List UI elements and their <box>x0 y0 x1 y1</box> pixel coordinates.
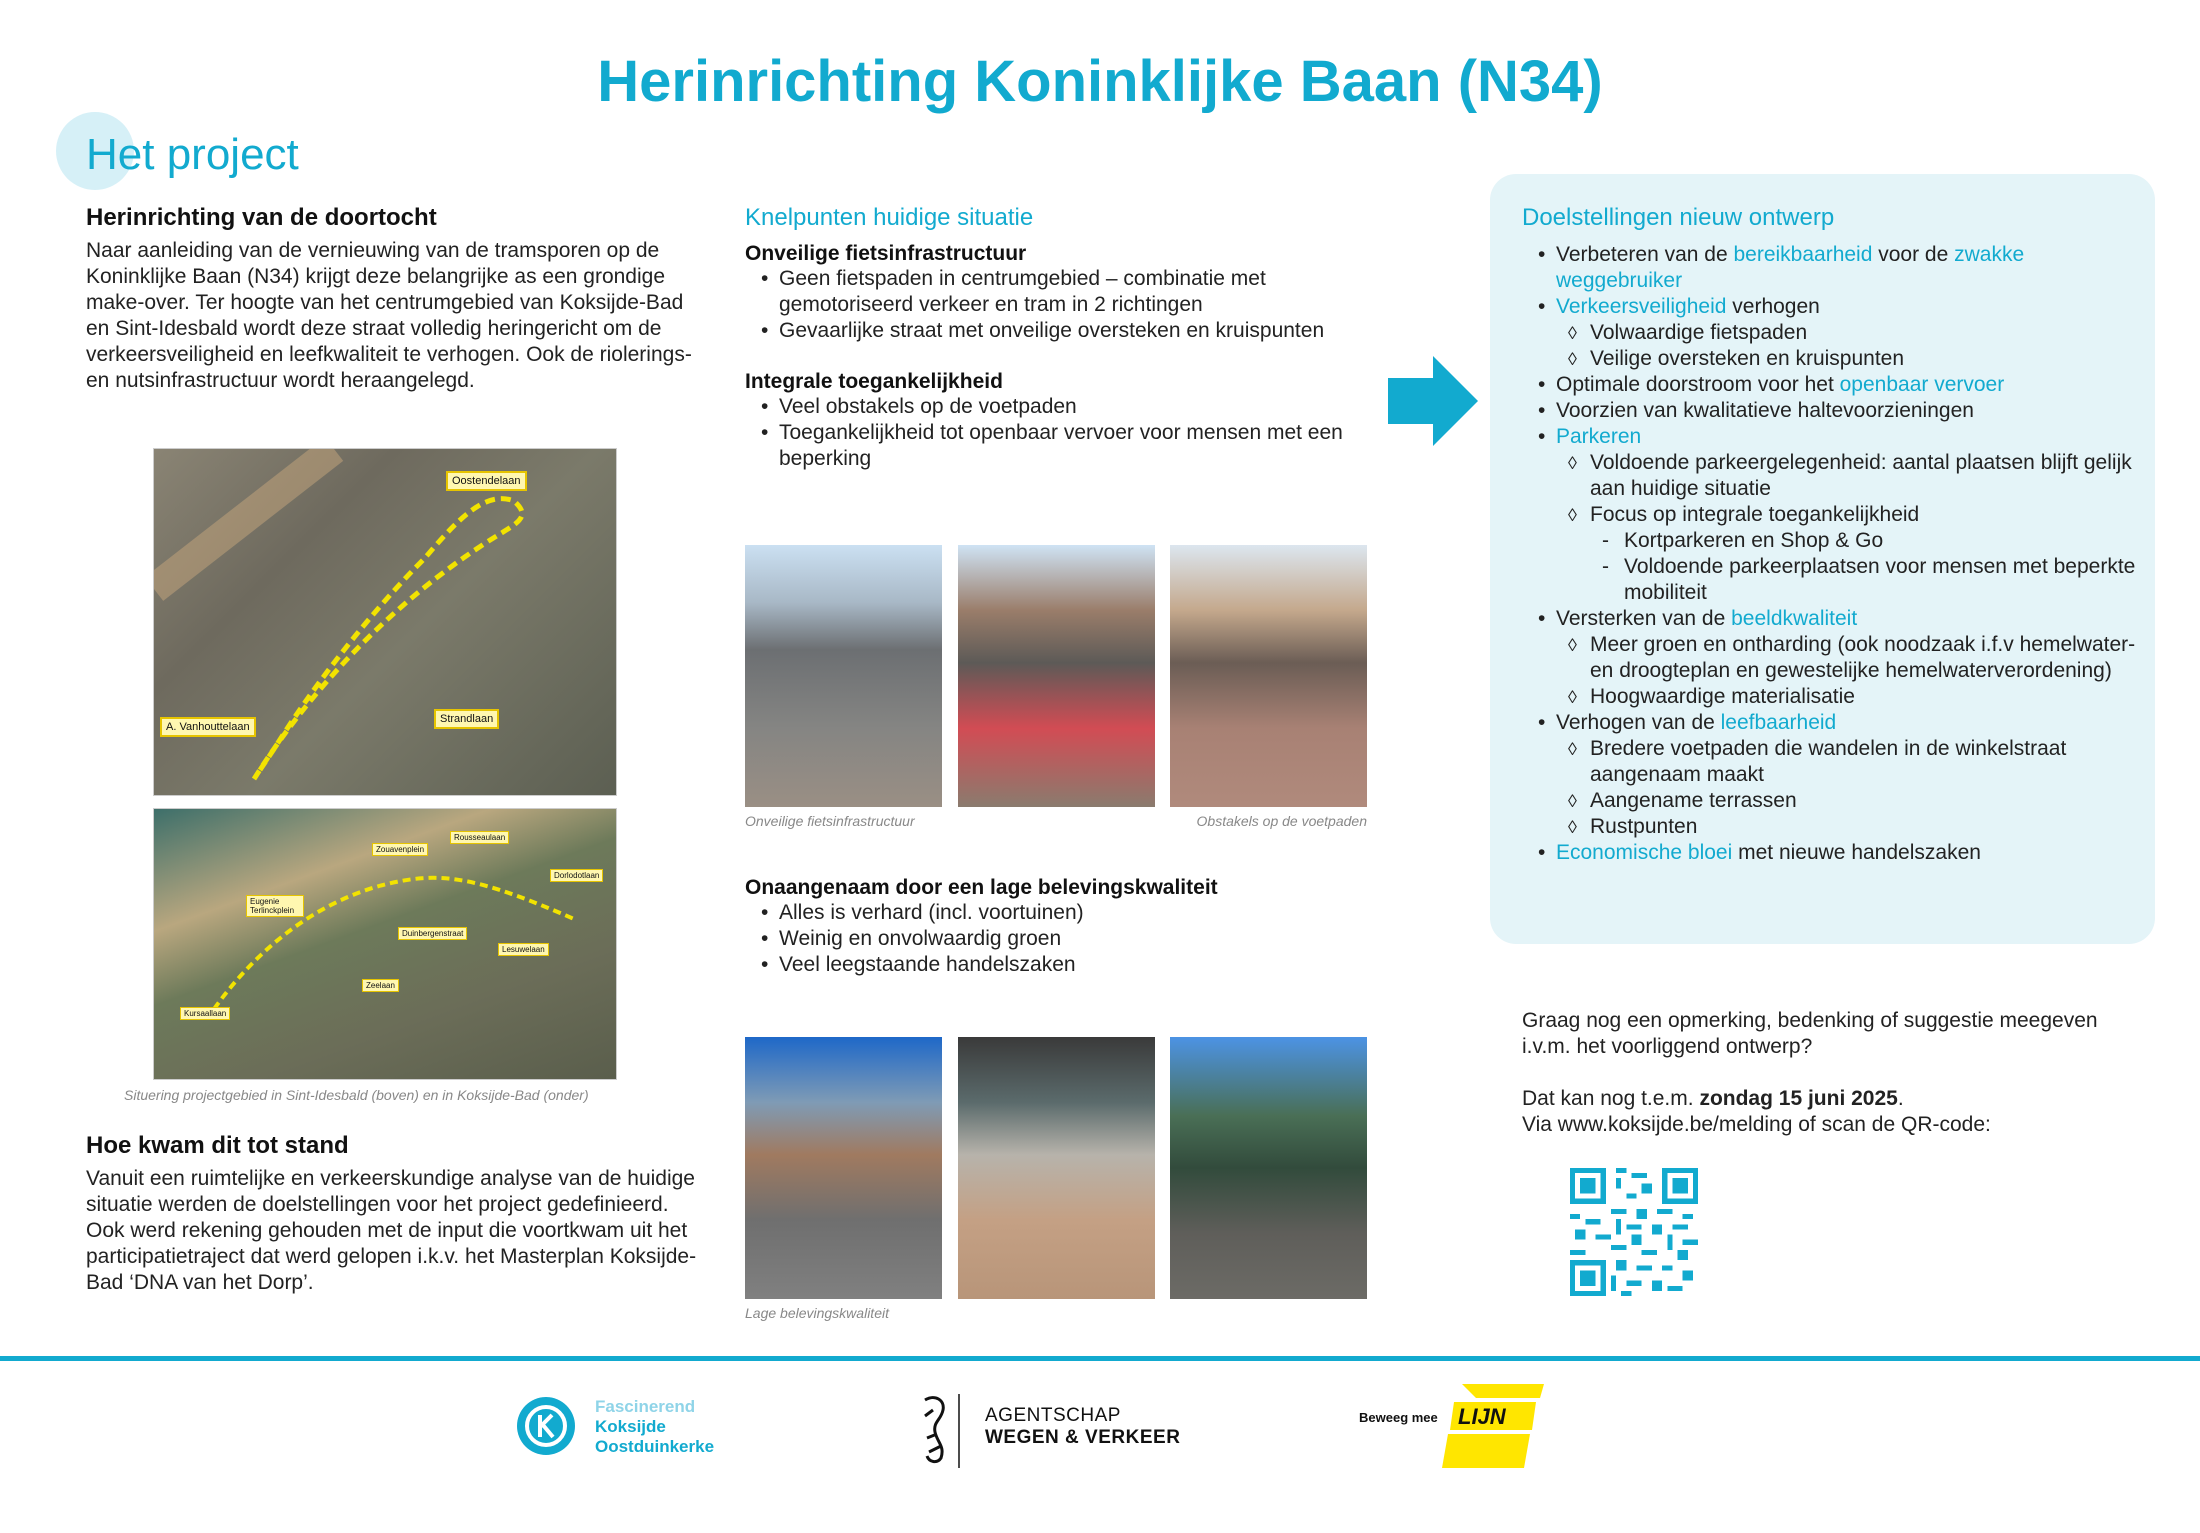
sub-goal: ◊ Focus op integrale toegankelijkheid <box>1522 502 2142 528</box>
sub-goal: ◊ Veilige oversteken en kruispunten <box>1522 346 2142 372</box>
fietsinfra-title: Onveilige fietsinfrastructuur <box>745 242 1027 265</box>
lijn-tagline: Beweeg mee <box>1359 1410 1438 1425</box>
map-sint-idesbald <box>153 448 617 796</box>
footer-divider <box>0 1356 2200 1361</box>
map-label-zeelaan: Zeelaan <box>362 979 399 992</box>
logo-line: AGENTSCHAP <box>985 1405 1121 1426</box>
list-item: • Weinig en onvolwaardig groen <box>745 926 1365 952</box>
sub-goal: ◊ Volwaardige fietspaden <box>1522 320 2142 346</box>
tot-stand-paragraph: Vanuit een ruimtelijke en verkeerskundige analyse van de huidige situatie werden de doelstellingen voor het project gedefinieerd. Ook werd rekening gehouden met de input die voortkwam uit het participatietraject dat werd gelopen i.k.v. het Masterplan Koksijde-Bad ‘DNA van het Dorp’. <box>86 1167 697 1294</box>
flemish-lion-icon <box>915 1390 973 1470</box>
koksijde-logo-text <box>595 1397 714 1457</box>
goals-list <box>1522 242 2142 866</box>
feedback-deadline: Dat kan nog t.e.m. zondag 15 juni 2025. <box>1522 1087 1904 1110</box>
goals-content <box>1522 204 2142 866</box>
belevingskwaliteit-title: Onaangenaam door een lage belevingskwaliteit <box>745 876 1218 899</box>
intro-paragraph: Naar aanleiding van de vernieuwing van de tramsporen op de Koninklijke Baan (N34) krijgt deze belangrijke as een grondige make-over. Ter hoogte van het centrumgebied van Koksijde-Bad en Sint-Idesbald wordt deze straat volledig heringericht om de verkeersveiligheid en leefkwaliteit te verhogen. Ook de riolerings- en nutsinfrastructuur wordt heraangelegd. <box>86 239 692 392</box>
photo-tramspoor-straat <box>745 545 942 807</box>
map-label-rousseaulaan: Rousseaulaan <box>450 831 509 844</box>
sub-goal: ◊ Hoogwaardige materialisatie <box>1522 684 2142 710</box>
fietsinfra-list <box>745 266 1365 344</box>
toegankelijkheid-title: Integrale toegankelijkheid <box>745 370 1003 393</box>
photo-caption-obstakels: Obstakels op de voetpaden <box>1196 813 1367 829</box>
left-column-bottom <box>86 1132 706 1296</box>
list-item: • Veel leegstaande handelszaken <box>745 952 1365 978</box>
list-item: • Alles is verhard (incl. voortuinen) <box>745 900 1365 926</box>
map-caption: Situering projectgebied in Sint-Idesbald (boven) en in Koksijde-Bad (onder) <box>124 1087 589 1103</box>
logo-line: Koksijde <box>595 1417 666 1436</box>
page-title: Herinrichting Koninklijke Baan (N34) <box>597 49 1603 114</box>
logo-line: Fascinerend <box>595 1397 696 1416</box>
photo-caption-fietsinfra: Onveilige fietsinfrastructuur <box>745 813 915 829</box>
goals-heading: Doelstellingen nieuw ontwerp <box>1522 204 1835 231</box>
sub-goal: ◊ Rustpunten <box>1522 814 2142 840</box>
lijn-logo-word: LIJN <box>1458 1404 1506 1429</box>
map-label-oostendelaan: Oostendelaan <box>446 471 527 491</box>
map-route-overlay <box>154 449 617 796</box>
awv-logo-text <box>985 1405 1180 1449</box>
list-item: • Geen fietspaden in centrumgebied – combinatie met gemotoriseerd verkeer en tram in 2 richtingen <box>745 266 1365 318</box>
map-koksijde-bad <box>153 808 617 1080</box>
photo-voetpad-obstakels <box>1170 545 1367 807</box>
list-item: • Veel obstakels op de voetpaden <box>745 394 1365 420</box>
arrow-right-icon <box>1388 356 1478 446</box>
section-title: Het project <box>86 130 299 179</box>
map-label-vanhouttelaan: A. Vanhouttelaan <box>160 717 256 737</box>
map-label-kursaallaan: Kursaallaan <box>180 1007 230 1020</box>
feedback-block <box>1522 1008 2122 1138</box>
photo-caption-beleving: Lage belevingskwaliteit <box>745 1305 889 1321</box>
feedback-question: Graag nog een opmerking, bedenking of suggestie meegeven i.v.m. het voorliggend ontwerp? <box>1522 1009 2098 1058</box>
heading-tot-stand: Hoe kwam dit tot stand <box>86 1132 349 1159</box>
photo-verhard-plein <box>745 1037 942 1299</box>
heading-doortocht: Herinrichting van de doortocht <box>86 204 437 231</box>
map-label-terlinckplein: Eugenie Terlinckplein <box>246 895 304 917</box>
goal-parkeren: • Parkeren <box>1522 424 2142 450</box>
photo-leegstand-gevel <box>958 1037 1155 1299</box>
left-column <box>86 204 706 394</box>
map-label-dorlodotlaan: Dorlodotlaan <box>550 869 603 882</box>
map-label-lesuwelaan: Lesuwelaan <box>498 943 549 956</box>
goal-beeldkwaliteit: • Versterken van de beeldkwaliteit <box>1522 606 2142 632</box>
logo-line: WEGEN & VERKEER <box>985 1427 1181 1448</box>
map-label-zouavenplein: Zouavenplein <box>372 843 428 856</box>
middle-column-bottom <box>745 872 1365 978</box>
sub-sub-goal: - Voldoende parkeerplaatsen voor mensen met beperkte mobiliteit <box>1522 554 2142 606</box>
list-item: • Toegankelijkheid tot openbaar vervoer voor mensen met een beperking <box>745 420 1365 472</box>
koksijde-logo-icon <box>515 1395 577 1457</box>
logo-line: Oostduinkerke <box>595 1437 715 1456</box>
sub-goal: ◊ Meer groen en ontharding (ook noodzaak i.f.v hemelwater- en droogteplan en gewestelijke hemelwaterverordening) <box>1522 632 2142 684</box>
map-label-strandlaan: Strandlaan <box>434 709 499 729</box>
goal-verkeersveiligheid: • Verkeersveiligheid verhogen <box>1522 294 2142 320</box>
sub-goal: ◊ Aangename terrassen <box>1522 788 2142 814</box>
qr-code-icon[interactable] <box>1570 1168 1698 1296</box>
sub-goal: ◊ Voldoende parkeergelegenheid: aantal plaatsen blijft gelijk aan huidige situatie <box>1522 450 2142 502</box>
map-label-duinbergenstraat: Duinbergenstraat <box>398 927 467 940</box>
sub-sub-goal: - Kortparkeren en Shop & Go <box>1522 528 2142 554</box>
photo-bomen-plein <box>1170 1037 1367 1299</box>
goal-haltevoorzieningen: • Voorzien van kwalitatieve haltevoorzieningen <box>1522 398 2142 424</box>
list-item: • Gevaarlijke straat met onveilige oversteken en kruispunten <box>745 318 1365 344</box>
sub-goal: ◊ Bredere voetpaden die wandelen in de winkelstraat aangenaam maakt <box>1522 736 2142 788</box>
middle-column <box>745 204 1365 472</box>
toegankelijkheid-list <box>745 394 1365 472</box>
feedback-link[interactable]: Via www.koksijde.be/melding of scan de QR-code: <box>1522 1113 1991 1136</box>
belevingskwaliteit-list <box>745 900 1365 978</box>
goal-openbaar-vervoer: • Optimale doorstroom voor het openbaar vervoer <box>1522 372 2142 398</box>
goal-leefbaarheid: • Verhogen van de leefbaarheid <box>1522 710 2142 736</box>
goal-bereikbaarheid: • Verbeteren van de bereikbaarheid voor de zwakke weggebruiker <box>1522 242 2142 294</box>
goal-economische-bloei: • Economische bloei met nieuwe handelszaken <box>1522 840 2142 866</box>
knelpunten-heading: Knelpunten huidige situatie <box>745 204 1034 231</box>
de-lijn-logo-icon <box>1440 1382 1546 1470</box>
photo-rood-fietspad <box>958 545 1155 807</box>
